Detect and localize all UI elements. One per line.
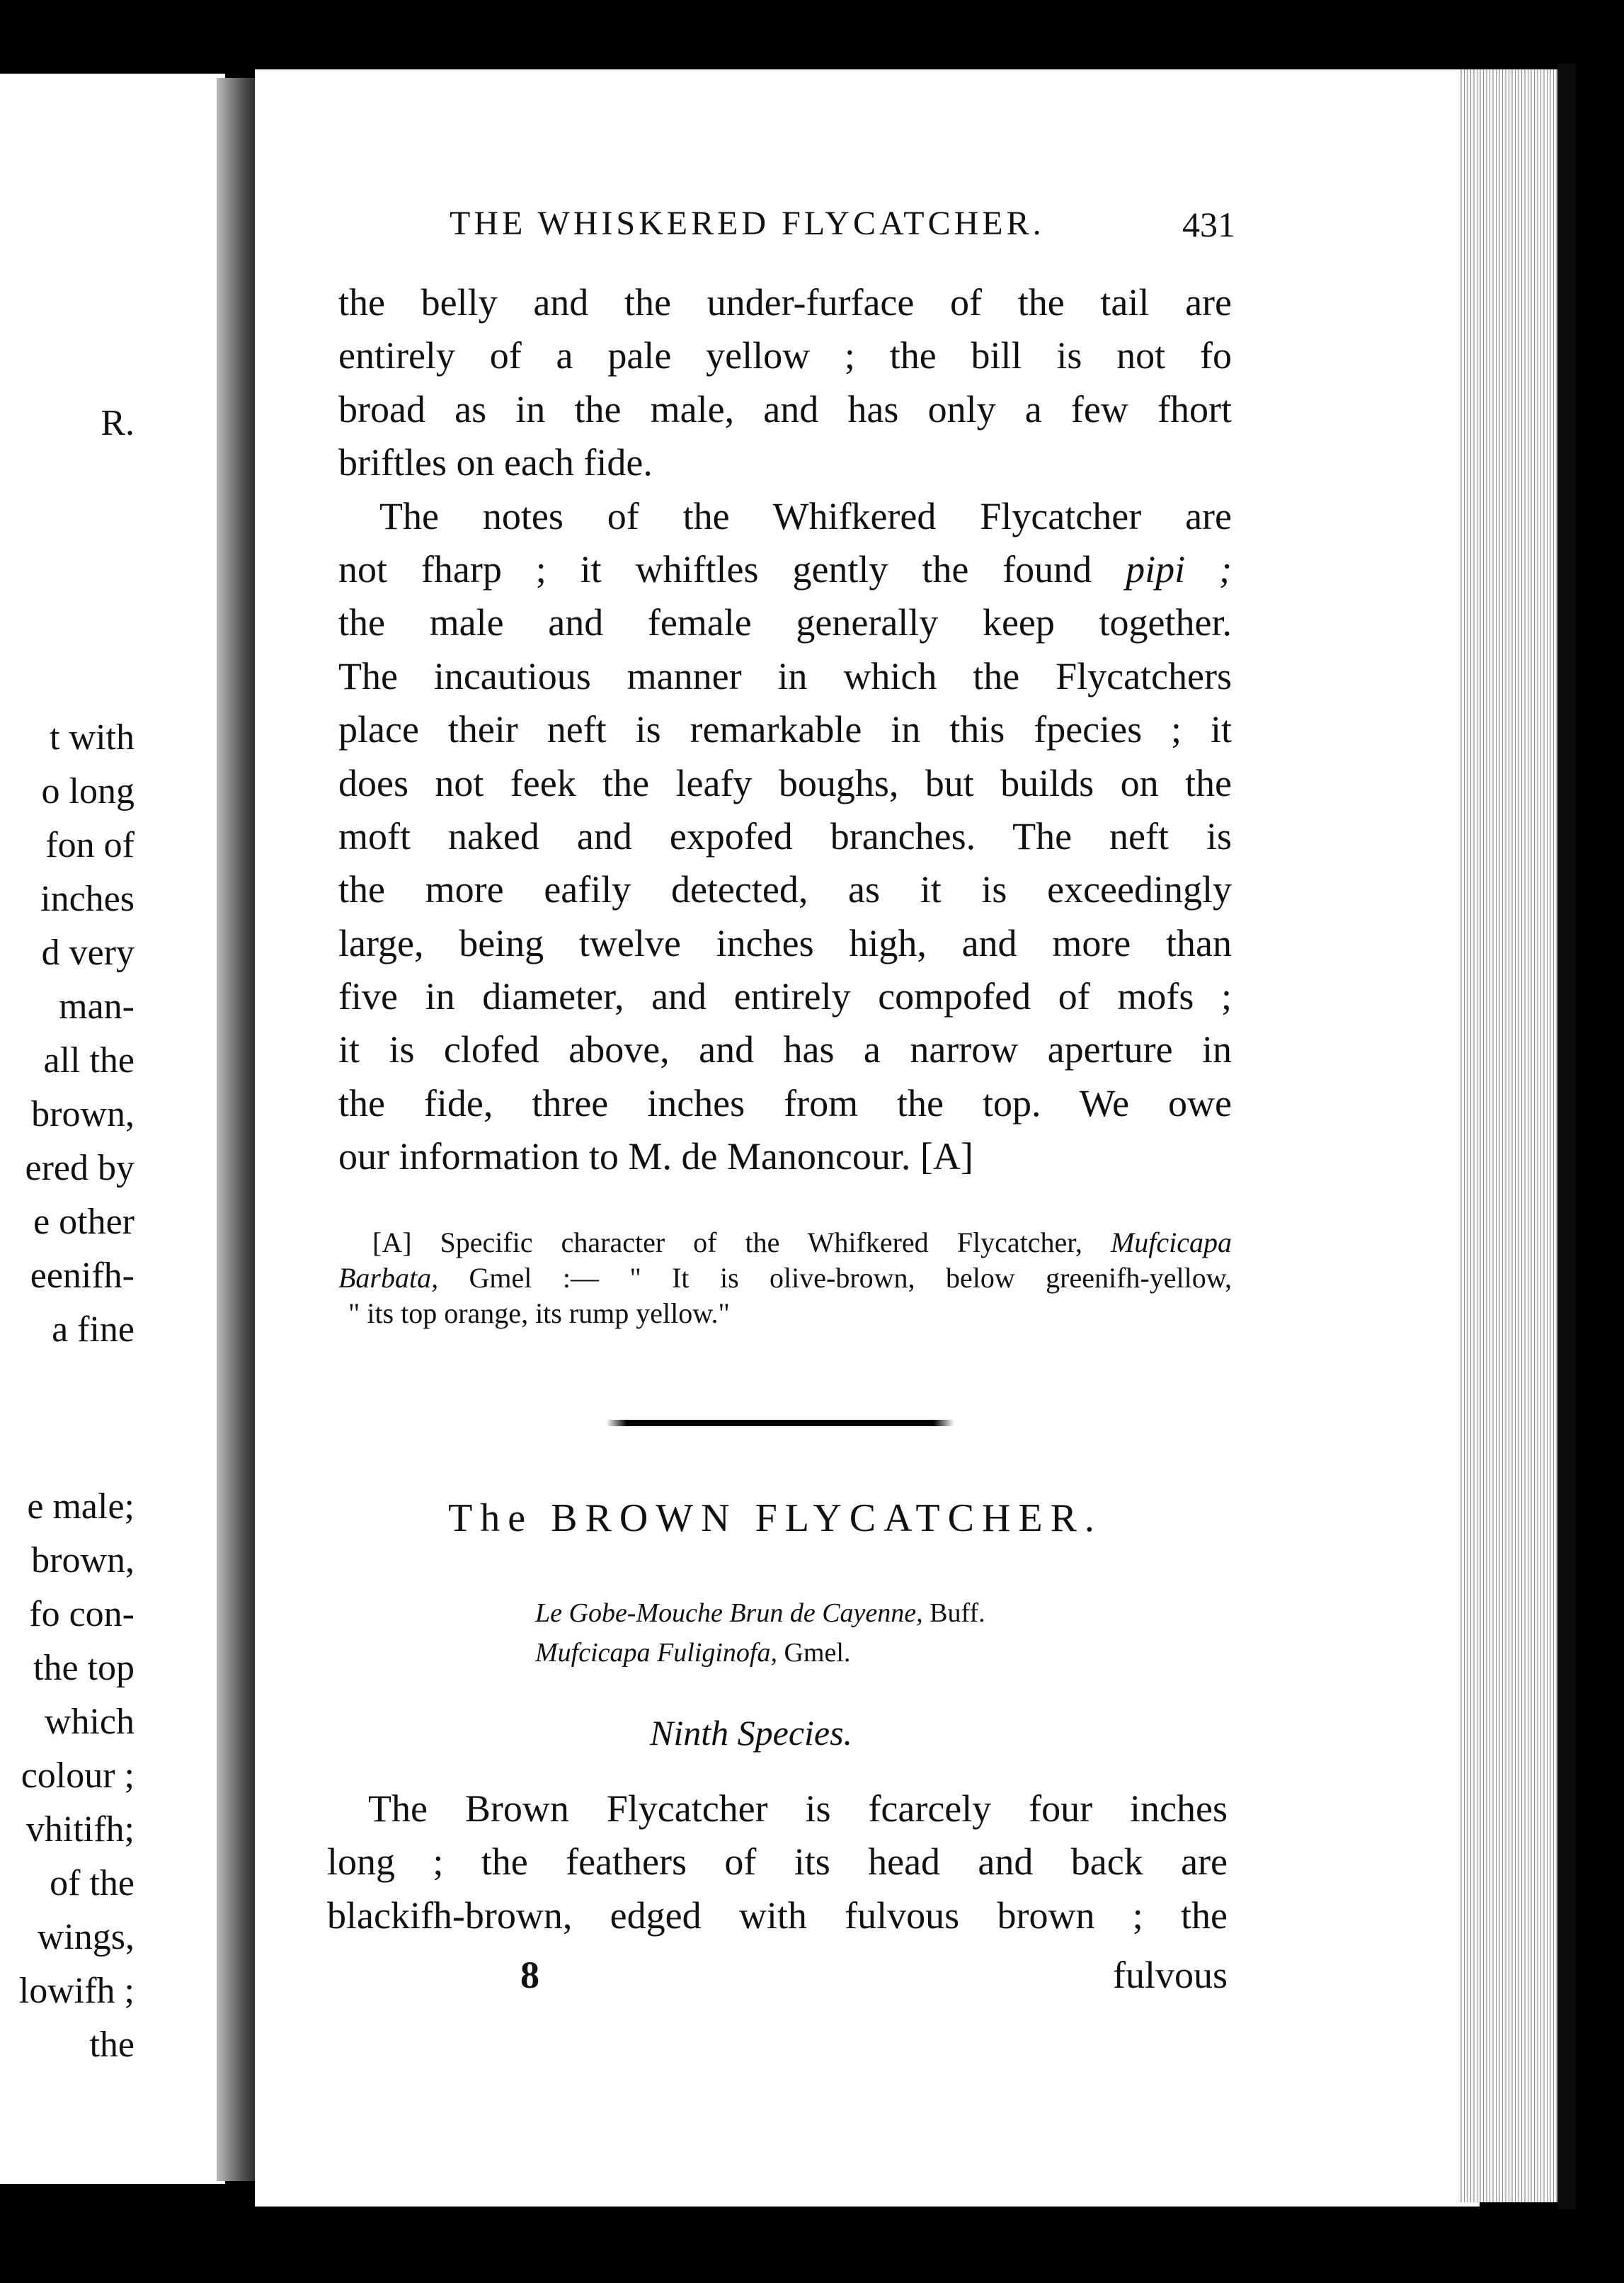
left-fragment-line: the top: [33, 1648, 135, 1688]
text-line: the male and female generally keep together.: [338, 601, 1232, 644]
left-fragment-line: brown,: [31, 1094, 135, 1134]
left-fragment-line: all the: [43, 1040, 135, 1081]
text-line: broad as in the male, and has only a few fhort: [338, 387, 1232, 431]
body-text-2: [327, 1782, 1228, 1942]
body-text: [338, 276, 1232, 1184]
running-head: [450, 204, 1235, 254]
left-fragment-line: colour ;: [21, 1755, 135, 1796]
species-label: Ninth Species.: [650, 1713, 853, 1753]
left-fragment-line: e male;: [27, 1486, 135, 1527]
synonym-line: [535, 1593, 1172, 1633]
text-line: our information to M. de Manoncour. [A]: [338, 1135, 973, 1178]
signature-mark: 8: [520, 1954, 539, 1996]
left-fragment-line: inches: [40, 879, 135, 919]
left-fragment-line: R.: [101, 403, 135, 443]
text-line: the fide, three inches from the top. We owe: [338, 1081, 1232, 1125]
running-title: THE WHISKERED FLYCATCHER.: [450, 205, 1045, 242]
left-fragment-line: ered by: [25, 1148, 135, 1188]
synonym-line: [535, 1633, 1172, 1673]
synonym-author: Gmel.: [784, 1638, 851, 1668]
text-line: briftles on each fide.: [338, 441, 653, 484]
footnote-line: [338, 1260, 1232, 1296]
italic-word: pipi ;: [1126, 547, 1232, 591]
text-line: entirely of a pale yellow ; the bill is not fo: [338, 334, 1232, 377]
left-fragment-line: o long: [41, 771, 135, 812]
text-line: does not feek the leafy boughs, but builds on the: [338, 761, 1232, 804]
text-line: five in diameter, and entirely compofed of mofs ;: [338, 975, 1232, 1018]
text-line: place their neft is remarkable in this fpecies ; it: [338, 708, 1232, 751]
left-fragment-line: vhitifh;: [25, 1809, 135, 1850]
text-line: large, being twelve inches high, and more than: [338, 921, 1232, 964]
text-line: it is clofed above, and has a narrow aperture in: [338, 1028, 1232, 1071]
text-line: moft naked and expofed branches. The neft is: [338, 814, 1232, 858]
text-line-main: not fharp ; it whiftles gently the found: [338, 547, 1092, 591]
synonym-name: Mufcicapa Fuliginofa,: [535, 1638, 777, 1668]
left-fragment-line: the: [89, 2025, 135, 2065]
left-fragment-line: of the: [50, 1863, 135, 1903]
synonyms: [535, 1593, 1172, 1673]
footnote-italic: Mufcicapa: [1110, 1226, 1233, 1258]
section-divider: [606, 1420, 954, 1426]
text-line: the belly and the under-furface of the tail are: [338, 281, 1232, 324]
book-cover-edge: [1557, 64, 1576, 2209]
left-fragment-line: wings,: [37, 1917, 135, 1957]
text-line: blackifh-brown, edged with fulvous brown ; the: [327, 1894, 1228, 1937]
left-fragment-line: a fine: [52, 1309, 135, 1350]
previous-page-fragment: [0, 74, 225, 2184]
text-line: the more eafily detected, as it is exceedingly: [338, 868, 1232, 911]
footnote-text: [A] Specific character of the Whifkered Flycatcher,: [372, 1226, 1082, 1258]
footnote-italic: Barbata,: [338, 1262, 439, 1294]
footnote-text: Gmel :— " It is olive-brown, below greenifh-yellow,: [469, 1262, 1232, 1294]
catchword: fulvous: [1113, 1954, 1228, 1996]
left-fragment-line: man-: [59, 986, 135, 1027]
footnote-line: [338, 1225, 1232, 1260]
synonym-name: Le Gobe-Mouche Brun de Cayenne,: [535, 1598, 923, 1628]
left-fragment-line: brown,: [31, 1540, 135, 1581]
left-fragment-line: which: [44, 1702, 135, 1742]
left-fragment-line: e other: [33, 1202, 135, 1242]
text-line: The notes of the Whifkered Flycatcher are: [379, 494, 1232, 537]
left-fragment-line: eenifh-: [30, 1256, 135, 1296]
page-edges: [1458, 69, 1565, 2202]
left-fragment-line: lowifh ;: [18, 1971, 135, 2011]
footnote-line: " its top orange, its rump yellow.": [348, 1297, 730, 1329]
left-fragment-line: fo con-: [29, 1594, 135, 1634]
left-fragment-line: d very: [41, 933, 135, 973]
text-line: long ; the feathers of its head and back are: [327, 1840, 1228, 1884]
page-number: 431: [1182, 205, 1235, 244]
text-line: The Brown Flycatcher is fcarcely four inches: [368, 1787, 1228, 1830]
section-heading: The BROWN FLYCATCHER.: [448, 1496, 1102, 1540]
left-fragment-line: t with: [50, 717, 135, 758]
book-gutter-shadow: [217, 78, 259, 2181]
footnote: [338, 1225, 1232, 1331]
text-line: The incautious manner in which the Flycatchers: [338, 654, 1232, 698]
synonym-author: Buff.: [930, 1598, 985, 1628]
left-fragment-line: fon of: [45, 825, 135, 865]
text-line: [338, 543, 1232, 596]
